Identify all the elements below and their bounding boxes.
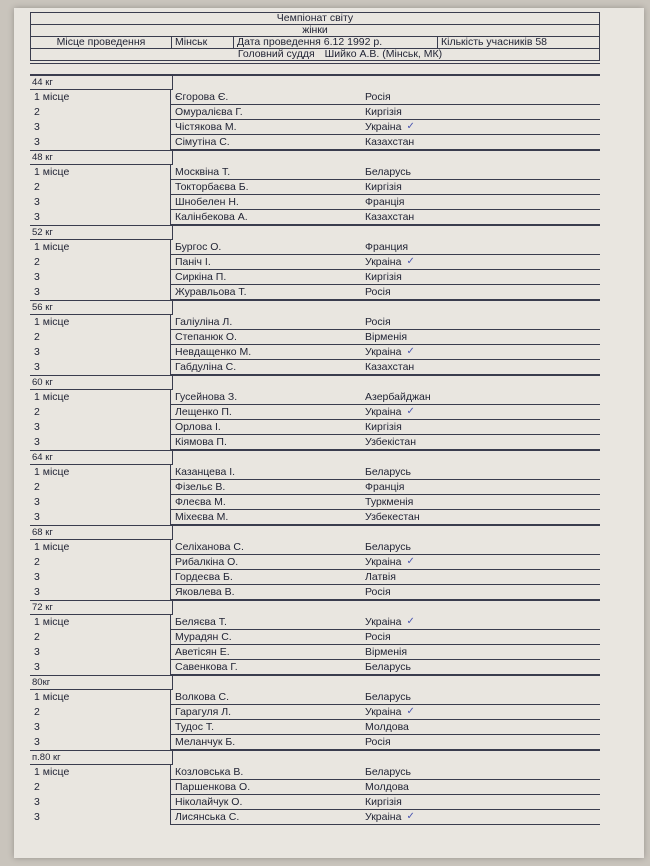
result-row — [171, 510, 600, 525]
handwritten-check-icon: ✓ — [406, 556, 415, 567]
results-column — [170, 390, 600, 450]
handwritten-check-icon: ✓ — [406, 121, 415, 132]
places-column — [30, 765, 170, 825]
place-label: 3 — [34, 571, 40, 583]
weight-label: 64 кг — [30, 451, 173, 465]
athlete-country: Украіна — [365, 616, 402, 628]
athlete-name: Кіямова П. — [175, 436, 227, 448]
weight-label: 68 кг — [30, 526, 173, 540]
athlete-country: Казахстан — [365, 211, 415, 223]
place-label: 3 — [34, 661, 40, 673]
result-row — [171, 540, 600, 555]
handwritten-check-icon: ✓ — [406, 811, 415, 822]
place-label: 3 — [34, 121, 40, 133]
athlete-name: Єгорова Є. — [175, 91, 229, 103]
place-label: 3 — [34, 586, 40, 598]
category-header — [30, 375, 600, 390]
place-label: 3 — [34, 196, 40, 208]
category-header — [30, 600, 600, 615]
place-label: 1 місце — [34, 691, 70, 703]
judge-row — [30, 48, 600, 61]
result-row — [171, 585, 600, 600]
results-protocol — [30, 12, 600, 825]
place-label: 2 — [34, 481, 40, 493]
result-row — [171, 135, 600, 150]
weight-category — [30, 75, 600, 150]
athlete-name: Невдащенко М. — [175, 346, 252, 358]
athlete-name: Флеєва М. — [175, 496, 226, 508]
athlete-country: Киргізія — [365, 271, 402, 283]
places-column — [30, 465, 170, 525]
athlete-country: Киргізія — [365, 106, 402, 118]
athlete-name: Гусейнова З. — [175, 391, 238, 403]
results-column — [170, 615, 600, 675]
athlete-country: Киргізія — [365, 421, 402, 433]
athlete-country: Украіна — [365, 706, 402, 718]
places-column — [30, 240, 170, 300]
place-label: 3 — [34, 271, 40, 283]
result-row — [171, 390, 600, 405]
result-row — [171, 720, 600, 735]
result-row — [171, 705, 600, 720]
place-label: 1 місце — [34, 766, 70, 778]
weight-category — [30, 150, 600, 225]
weight-label: п.80 кг — [30, 751, 173, 765]
result-row — [171, 465, 600, 480]
place-label: 2 — [34, 106, 40, 118]
athlete-name: Лещенко П. — [175, 406, 232, 418]
place-label: 3 — [34, 421, 40, 433]
athlete-name: Паршенкова О. — [175, 781, 251, 793]
place-label: 1 місце — [34, 166, 70, 178]
weight-category — [30, 225, 600, 300]
handwritten-check-icon: ✓ — [406, 406, 415, 417]
athlete-country: Вірменія — [365, 646, 408, 658]
athlete-name: Яковлева В. — [175, 586, 235, 598]
weight-label: 72 кг — [30, 601, 173, 615]
athlete-country: Росія — [365, 736, 391, 748]
athlete-name: Токторбаєва Б. — [175, 181, 249, 193]
result-row — [171, 180, 600, 195]
athlete-country: Росія — [365, 316, 391, 328]
result-row — [171, 615, 600, 630]
subtitle-row — [30, 24, 600, 36]
weight-label: 60 кг — [30, 376, 173, 390]
document-page — [14, 8, 644, 858]
result-row — [171, 210, 600, 225]
athlete-country: Казахстан — [365, 361, 415, 373]
athlete-country: Беларусь — [365, 661, 411, 673]
places-column — [30, 90, 170, 150]
category-header — [30, 75, 600, 90]
athlete-country: Росія — [365, 586, 391, 598]
place-label: 2 — [34, 181, 40, 193]
place-label: 1 місце — [34, 241, 70, 253]
weight-category — [30, 600, 600, 675]
place-label: 2 — [34, 256, 40, 268]
result-row — [171, 690, 600, 705]
athlete-country: Узбекестан — [365, 511, 420, 523]
place-label: 2 — [34, 406, 40, 418]
info-row — [30, 36, 600, 48]
places-column — [30, 690, 170, 750]
venue-value: Мінськ — [172, 37, 234, 48]
weight-category — [30, 525, 600, 600]
header-separator — [30, 63, 600, 75]
place-label: 1 місце — [34, 91, 70, 103]
result-row — [171, 735, 600, 750]
athlete-name: Габдуліна С. — [175, 361, 237, 373]
athlete-name: Гордеєва Б. — [175, 571, 233, 583]
weight-label: 44 кг — [30, 76, 173, 90]
athlete-country: Франція — [365, 481, 405, 493]
places-column — [30, 165, 170, 225]
athlete-name: Рибалкіна О. — [175, 556, 239, 568]
place-label: 1 місце — [34, 541, 70, 553]
athlete-name: Казанцева І. — [175, 466, 236, 478]
athlete-country: Латвія — [365, 571, 396, 583]
athlete-country: Молдова — [365, 721, 409, 733]
athlete-country: Франція — [365, 196, 405, 208]
athlete-country: Киргізія — [365, 796, 402, 808]
results-column — [170, 765, 600, 825]
weight-category — [30, 375, 600, 450]
athlete-country: Украіна — [365, 406, 402, 418]
athlete-name: Міхеєва М. — [175, 511, 229, 523]
weight-label: 48 кг — [30, 151, 173, 165]
weight-category — [30, 675, 600, 750]
athlete-name: Ніколайчук О. — [175, 796, 243, 808]
place-label: 2 — [34, 556, 40, 568]
result-row — [171, 495, 600, 510]
place-label: 2 — [34, 331, 40, 343]
athlete-country: Вірменія — [365, 331, 408, 343]
athlete-name: Калінбекова А. — [175, 211, 248, 223]
result-row — [171, 420, 600, 435]
category-header — [30, 225, 600, 240]
place-label: 1 місце — [34, 316, 70, 328]
venue-label: Місце проведення — [31, 37, 172, 48]
athlete-country: Росія — [365, 631, 391, 643]
athlete-country: Франция — [365, 241, 409, 253]
athlete-country: Беларусь — [365, 166, 411, 178]
athlete-name: Шнобелен Н. — [175, 196, 239, 208]
result-row — [171, 405, 600, 420]
place-label: 1 місце — [34, 466, 70, 478]
athlete-name: Галіуліна Л. — [175, 316, 233, 328]
athlete-name: Гарагуля Л. — [175, 706, 232, 718]
athlete-country: Азербайджан — [365, 391, 431, 403]
result-row — [171, 660, 600, 675]
weight-label: 80кг — [30, 676, 173, 690]
handwritten-check-icon: ✓ — [406, 706, 415, 717]
place-label: 3 — [34, 811, 40, 823]
athlete-name: Омуралієва Г. — [175, 106, 243, 118]
athlete-name: Волкова С. — [175, 691, 230, 703]
category-header — [30, 300, 600, 315]
places-column — [30, 615, 170, 675]
athlete-name: Беляєва Т. — [175, 616, 227, 628]
athlete-name: Сиркіна П. — [175, 271, 227, 283]
weight-label: 52 кг — [30, 226, 173, 240]
athlete-name: Чістякова М. — [175, 121, 237, 133]
athlete-name: Орлова І. — [175, 421, 221, 433]
athlete-country: Украіна — [365, 121, 402, 133]
weight-category — [30, 300, 600, 375]
place-label: 3 — [34, 136, 40, 148]
event-date: Дата проведення 6.12 1992 р. — [234, 37, 438, 48]
result-row — [171, 360, 600, 375]
place-label: 3 — [34, 496, 40, 508]
title-row — [30, 12, 600, 24]
athlete-country: Украіна — [365, 346, 402, 358]
category-header — [30, 750, 600, 765]
weight-label: 56 кг — [30, 301, 173, 315]
weight-category — [30, 450, 600, 525]
athlete-name: Москвіна Т. — [175, 166, 231, 178]
athlete-name: Селіханова С. — [175, 541, 244, 553]
place-label: 3 — [34, 361, 40, 373]
places-column — [30, 315, 170, 375]
athlete-country: Беларусь — [365, 466, 411, 478]
places-column — [30, 390, 170, 450]
place-label: 3 — [34, 736, 40, 748]
athlete-country: Беларусь — [365, 691, 411, 703]
athlete-name: Мурадян С. — [175, 631, 232, 643]
result-row — [171, 570, 600, 585]
weight-category — [30, 750, 600, 825]
places-column — [30, 540, 170, 600]
result-row — [171, 435, 600, 450]
result-row — [171, 630, 600, 645]
result-row — [171, 315, 600, 330]
athlete-country: Украіна — [365, 556, 402, 568]
weight-categories — [30, 75, 600, 825]
place-label: 3 — [34, 796, 40, 808]
place-label: 1 місце — [34, 616, 70, 628]
results-column — [170, 240, 600, 300]
result-row — [171, 780, 600, 795]
place-label: 2 — [34, 631, 40, 643]
result-row — [171, 195, 600, 210]
results-column — [170, 465, 600, 525]
athlete-name: Сімутіна С. — [175, 136, 230, 148]
judge-label: Головний суддя — [237, 48, 315, 60]
athlete-country: Беларусь — [365, 541, 411, 553]
handwritten-check-icon: ✓ — [406, 256, 415, 267]
athlete-name: Лисянська С. — [175, 811, 240, 823]
athlete-name: Журавльова Т. — [175, 286, 247, 298]
category-header — [30, 675, 600, 690]
result-row — [171, 285, 600, 300]
athlete-country: Киргізія — [365, 181, 402, 193]
place-label: 3 — [34, 211, 40, 223]
athlete-name: Меланчук Б. — [175, 736, 236, 748]
athlete-country: Росія — [365, 91, 391, 103]
athlete-country: Украіна — [365, 811, 402, 823]
result-row — [171, 330, 600, 345]
result-row — [171, 345, 600, 360]
results-column — [170, 540, 600, 600]
athlete-country: Узбекістан — [365, 436, 417, 448]
document-title: Чемпіонат світу — [276, 12, 354, 24]
result-row — [171, 795, 600, 810]
athlete-name: Бургос О. — [175, 241, 222, 253]
place-label: 3 — [34, 346, 40, 358]
athlete-name: Савенкова Г. — [175, 661, 238, 673]
athlete-country: Казахстан — [365, 136, 415, 148]
place-label: 2 — [34, 781, 40, 793]
judge-name: Шийко А.В. (Мінськ, МК) — [324, 48, 443, 60]
place-label: 3 — [34, 436, 40, 448]
results-column — [170, 90, 600, 150]
result-row — [171, 555, 600, 570]
athlete-name: Аветісян Е. — [175, 646, 230, 658]
athlete-country: Украіна — [365, 256, 402, 268]
place-label: 3 — [34, 511, 40, 523]
handwritten-check-icon: ✓ — [406, 346, 415, 357]
participants-count: Кількість учасників 58 — [441, 36, 547, 48]
category-header — [30, 525, 600, 540]
athlete-name: Козловська В. — [175, 766, 244, 778]
result-row — [171, 765, 600, 780]
athlete-name: Фізельє В. — [175, 481, 226, 493]
result-row — [171, 270, 600, 285]
result-row — [171, 480, 600, 495]
result-row — [171, 120, 600, 135]
category-header — [30, 150, 600, 165]
results-column — [170, 690, 600, 750]
result-row — [171, 645, 600, 660]
document-subtitle: жінки — [302, 24, 328, 36]
athlete-country: Молдова — [365, 781, 409, 793]
athlete-country: Росія — [365, 286, 391, 298]
athlete-country: Туркменія — [365, 496, 414, 508]
athlete-name: Степанюк О. — [175, 331, 237, 343]
athlete-name: Паніч І. — [175, 256, 211, 268]
place-label: 2 — [34, 706, 40, 718]
place-label: 1 місце — [34, 391, 70, 403]
result-row — [171, 165, 600, 180]
results-column — [170, 165, 600, 225]
place-label: 3 — [34, 286, 40, 298]
result-row — [171, 240, 600, 255]
result-row — [171, 255, 600, 270]
athlete-country: Беларусь — [365, 766, 411, 778]
place-label: 3 — [34, 646, 40, 658]
place-label: 3 — [34, 721, 40, 733]
handwritten-check-icon: ✓ — [406, 616, 415, 627]
result-row — [171, 90, 600, 105]
results-column — [170, 315, 600, 375]
result-row — [171, 105, 600, 120]
result-row — [171, 810, 600, 825]
category-header — [30, 450, 600, 465]
athlete-name: Тудос Т. — [175, 721, 215, 733]
